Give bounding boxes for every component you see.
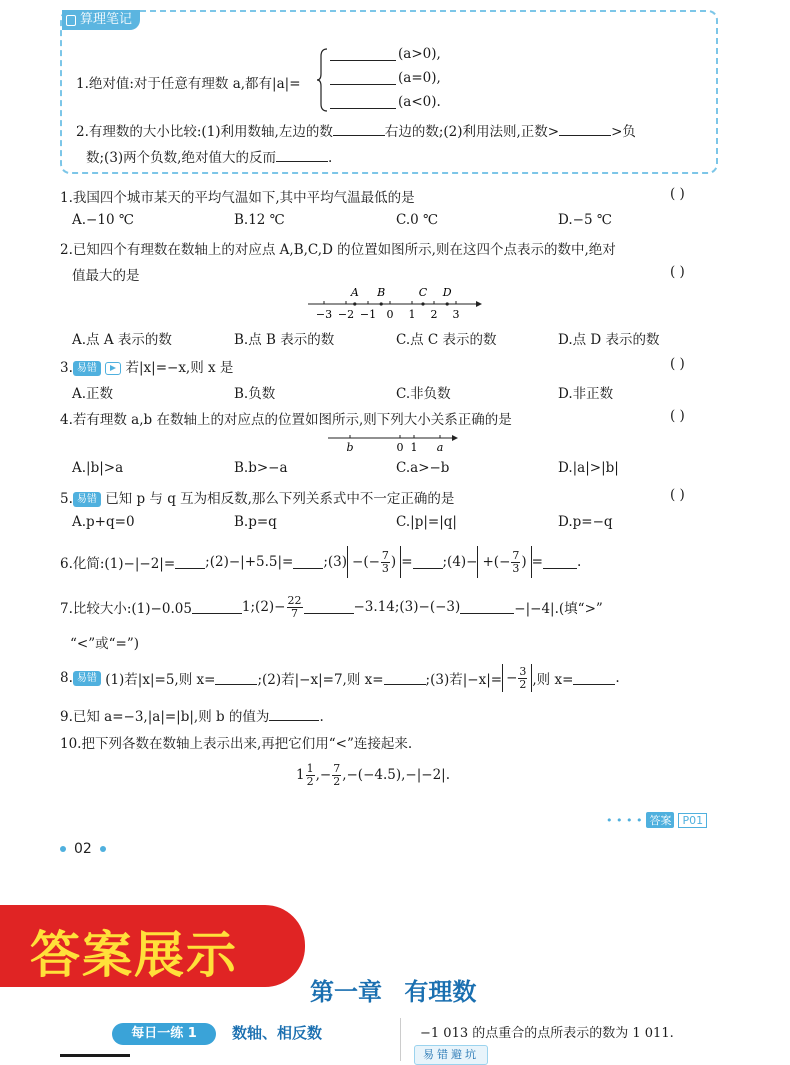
q2-tick-label: 1 [408,308,416,320]
q3-option-b[interactable]: B.负数 [234,386,276,402]
q7-frac: $\frac{22}{7}$ [287,593,302,620]
q4-option-c[interactable]: C.a>−b [396,460,450,476]
q4-option-d[interactable]: D.|a|>|b| [558,460,619,476]
q6-line: 6.化简:(1)−|−2|= ;(2)−|+5.5|= ;(3) −(− $\frac{7}{3}$ ) = ;(4)− +(− $\frac{7}{3}$ ) = . [60,544,581,580]
q7-blank-3[interactable] [460,601,514,614]
q3-option-a[interactable]: A.正数 [72,386,114,402]
q2-tick-label: −1 [359,308,377,320]
pitfall-tag: 易错避坑 [414,1045,488,1065]
q2-number-line [300,284,485,320]
easy-wrong-badge: 易错 [73,671,101,686]
q7-blank-1[interactable] [192,601,242,614]
q5-option-c[interactable]: C.|p|=|q| [396,514,457,530]
q2-stem-line2: 值最大的是 [72,268,140,284]
q2-point [380,302,383,305]
note-item2-line2: 数;(3)两个负数,绝对值大的反而 . [86,150,333,166]
q5-stem: 5. 易错 已知 p 与 q 互为相反数,那么下列关系式中不一定正确的是 [60,491,455,507]
note-case-zero: (a=0), [398,70,441,86]
q8-frac: $\frac{3}{2}$ [519,664,527,691]
q1-stem: 1.我国四个城市某天的平均气温如下,其中平均气温最低的是 [60,190,415,206]
note-blank-left[interactable] [333,123,385,136]
q7-line1: 7.比较大小:(1)−0.05 1;(2)− $\frac{22}{7}$ −3.14;(3)−(−3) −|−4|.(填“>” [60,593,603,620]
q6-blank-2[interactable] [293,556,323,569]
q1-option-a[interactable]: A.−10 ℃ [72,212,134,228]
q6-frac-4: $\frac{7}{3}$ [512,548,520,575]
q2-tick-label: −3 [315,308,333,320]
q10-stem: 10.把下列各数在数轴上表示出来,再把它们用“<”连接起来. [60,736,413,752]
q4-tick-label: 1 [410,441,418,454]
q9-blank[interactable] [269,708,319,721]
note-title-tag [62,10,140,30]
q1-option-d[interactable]: D.−5 ℃ [558,212,612,228]
answer-page: P01 [678,813,707,828]
q2-point [446,302,449,305]
q4-number-line [326,430,461,456]
daily-practice-topic: 数轴、相反数 [232,1024,323,1042]
q2-option-c[interactable]: C.点 C 表示的数 [396,332,497,348]
q6-blank-4[interactable] [543,556,577,569]
q6-abs-4: +(− $\frac{7}{3}$ ) [477,546,531,578]
q8-blank-3[interactable] [573,672,615,685]
q5-option-d[interactable]: D.p=−q [558,514,613,530]
q7-blank-2[interactable] [304,601,354,614]
note-blank-pos[interactable] [330,48,396,61]
q2-point-label: B [377,286,386,299]
q2-tick-label: 2 [430,308,438,320]
play-video-icon[interactable] [105,362,121,375]
q4-answer-paren[interactable]: ( ) [670,408,685,424]
note-blank-smaller[interactable] [276,149,328,162]
q7-line2: “<”或“=”) [70,636,139,652]
q9-line: 9.已知 a=−3,|a|=|b|,则 b 的值为 . [60,709,324,725]
q1-answer-paren[interactable]: ( ) [670,186,685,202]
note-blank-neg[interactable] [330,96,396,109]
note-icon [66,15,76,26]
note-case-neg: (a<0). [398,94,441,110]
q2-answer-paren[interactable]: ( ) [670,264,685,280]
note-title: 算理笔记 [80,12,133,27]
q2-tick-label: −2 [337,308,355,320]
q4-tick-label: 0 [396,441,404,454]
q2-option-b[interactable]: B.点 B 表示的数 [234,332,335,348]
dot-icon [100,846,106,852]
q8-line: 8. 易错 (1)若|x|=5,则 x= ;(2)若|−x|=7,则 x= ;(3)若|−x|= − $\frac{3}{2}$ ,则 x= . [60,664,620,691]
note-blank-zero2[interactable] [559,123,611,136]
q4-stem: 4.若有理数 a,b 在数轴上的对应点的位置如图所示,则下列大小关系正确的是 [60,412,512,428]
q1-option-b[interactable]: B.12 ℃ [234,212,285,228]
q10-frac-2: $\frac{7}{2}$ [333,761,341,788]
q3-option-d[interactable]: D.非正数 [558,386,614,402]
cut-off-heading [60,1054,130,1057]
q2-point-label: A [350,286,359,299]
answer-text: −1 013 的点重合的点所表示的数为 1 011. [420,1026,674,1041]
q8-blank-1[interactable] [215,672,257,685]
answer-reference[interactable]: • • • • 答案 P01 [606,812,707,828]
q2-option-d[interactable]: D.点 D 表示的数 [558,332,660,348]
q4-tick-label: a [436,441,444,454]
page-number: 02 [60,841,106,857]
note-item1: 1.绝对值:对于任意有理数 a,都有|a|= [76,76,301,92]
easy-wrong-badge: 易错 [73,361,101,376]
daily-practice-label: 每日一练 1 [112,1023,216,1045]
q6-abs-3: −(− $\frac{7}{3}$ ) [347,546,401,578]
q3-answer-paren[interactable]: ( ) [670,356,685,372]
dot-icon [60,846,66,852]
q4-tick-label: b [346,441,354,454]
q10-numbers: 1 $\frac{1}{2}$ ,− $\frac{7}{2}$ ,−(−4.5),−|−2|. [296,761,451,788]
q6-blank-3[interactable] [413,556,443,569]
q2-stem-line1: 2.已知四个有理数在数轴上的对应点 A,B,C,D 的位置如图所示,则在这四个点表示的数中,绝对 [60,242,616,258]
q2-tick-label: 0 [386,308,394,320]
q10-frac-1: $\frac{1}{2}$ [306,761,314,788]
q2-point [421,302,424,305]
q2-point [353,302,356,305]
q1-option-c[interactable]: C.0 ℃ [396,212,439,228]
brace-icon [316,48,328,112]
note-item2-line1: 2.有理数的大小比较:(1)利用数轴,左边的数 右边的数;(2)利用法则,正数> >负 [76,124,636,140]
q4-option-b[interactable]: B.b>−a [234,460,288,476]
q3-option-c[interactable]: C.非负数 [396,386,451,402]
easy-wrong-badge: 易错 [73,492,101,507]
q8-abs: − $\frac{3}{2}$ [502,664,532,692]
q2-tick-label: 3 [452,308,460,320]
q2-point-label: D [442,286,452,299]
note-blank-zero[interactable] [330,72,396,85]
chapter-title: 第一章 有理数 [310,978,477,1006]
q5-option-a[interactable]: A.p+q=0 [72,514,135,530]
q6-blank-1[interactable] [175,556,205,569]
q4-option-a[interactable]: A.|b|>a [72,460,124,476]
q3-stem: 3. 易错 若|x|=−x,则 x 是 [60,360,234,376]
answer-banner-text: 答案展示 [30,926,238,984]
q8-blank-2[interactable] [384,672,426,685]
column-divider [400,1018,401,1061]
q5-option-b[interactable]: B.p=q [234,514,277,530]
answer-label: 答案 [646,812,674,828]
q6-frac-3: $\frac{7}{3}$ [381,548,389,575]
q2-option-a[interactable]: A.点 A 表示的数 [72,332,172,348]
q5-answer-paren[interactable]: ( ) [670,487,685,503]
note-case-pos: (a>0), [398,46,441,62]
q2-point-label: C [418,286,428,299]
